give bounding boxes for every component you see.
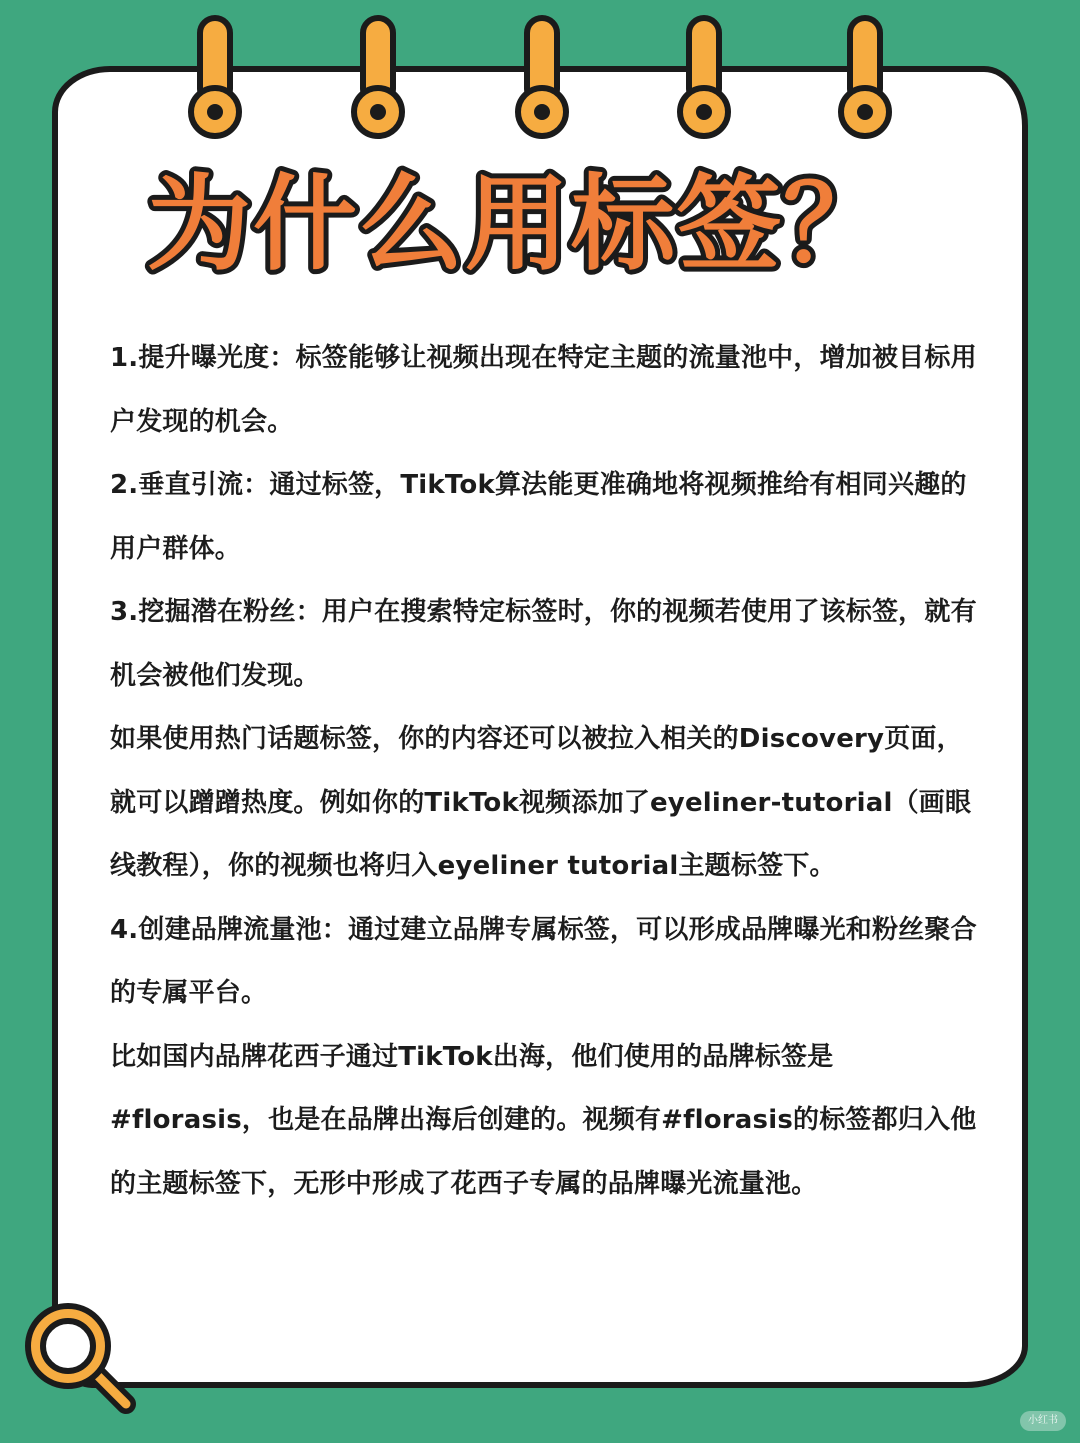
binder-ring-icon [186,14,244,144]
paragraph-potential-fans: 3.挖掘潜在粉丝：用户在搜索特定标签时，你的视频若使用了该标签，就有机会被他们发现。 [110,597,977,691]
page-title-text: 为什么用标签？ [146,163,890,285]
article-body [110,327,980,1216]
binder-ring-icon [675,14,733,144]
binder-ring-icon [513,14,571,144]
binder-ring-icon [349,14,407,144]
paragraph-brand-pool: 4.创建品牌流量池：通过建立品牌专属标签，可以形成品牌曝光和粉丝聚合的专属平台。 [110,914,977,1008]
binder-ring-icon [836,14,894,144]
watermark-badge: 小红书 [1020,1411,1066,1431]
page-title [0,160,1080,290]
paragraph-discovery: 如果使用热门话题标签，你的内容还可以被拉入相关的Discovery页面，就可以蹭蹭热度。例如你的TikTok视频添加了eyeliner-tutorial（画眼线教程），你的视频也将归入eyeliner tutorial主题标签下。 [110,724,972,881]
magnifier-icon [18,1296,142,1420]
paragraph-florasis-example: 比如国内品牌花西子通过TikTok出海，他们使用的品牌标签是#florasis，也是在品牌出海后创建的。视频有#florasis的标签都归入他的主题标签下，无形中形成了花西子专属的品牌曝光流量池。 [110,1041,977,1199]
paragraph-exposure: 1.提升曝光度：标签能够让视频出现在特定主题的流量池中，增加被目标用户发现的机会。 [110,343,977,437]
paragraph-vertical-traffic: 2.垂直引流：通过标签，TikTok算法能更准确地将视频推给有相同兴趣的用户群体。 [110,470,967,564]
